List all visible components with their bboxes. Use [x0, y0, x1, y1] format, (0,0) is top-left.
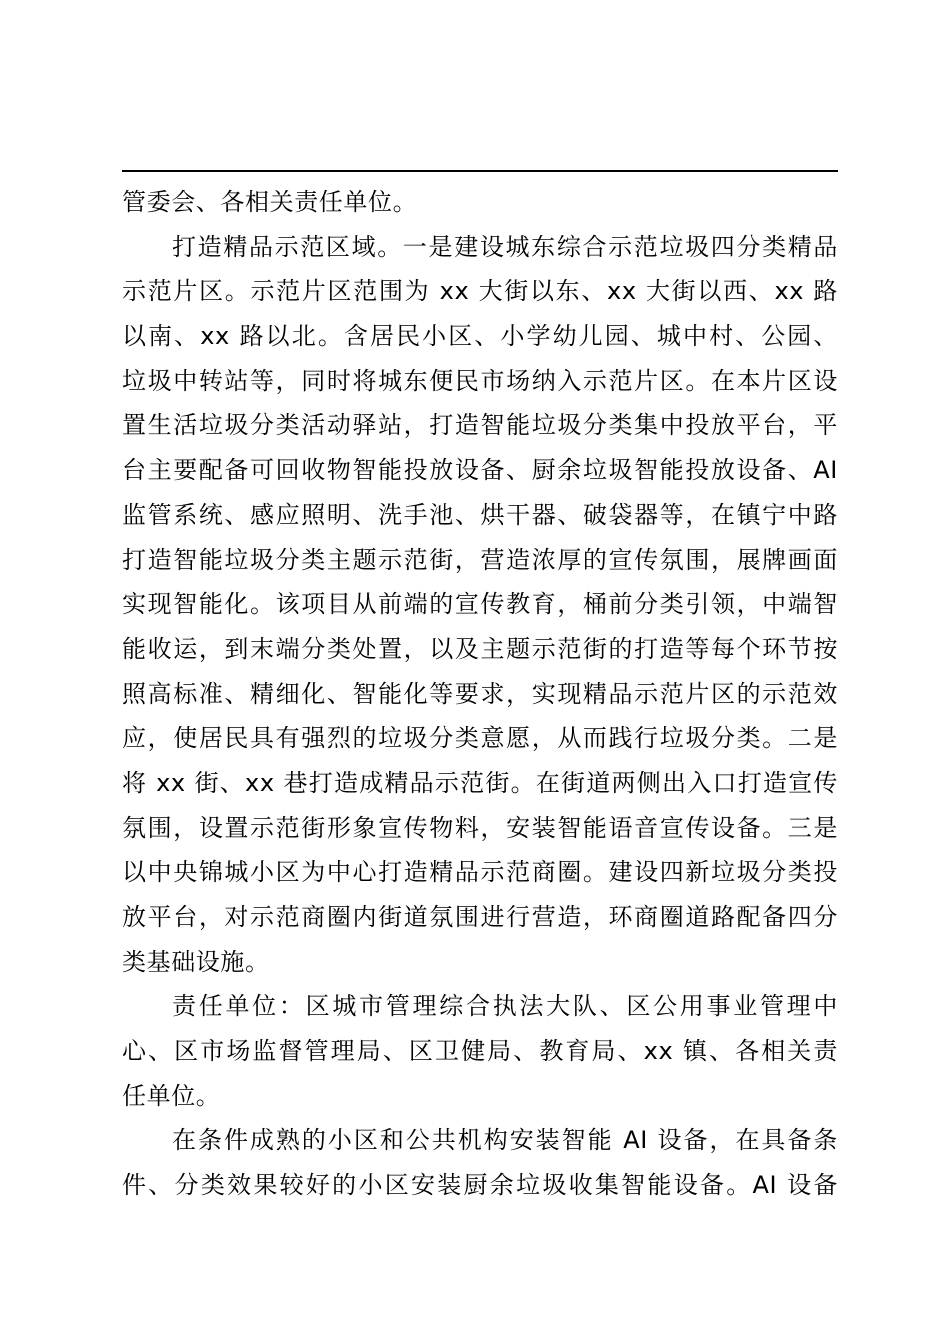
text-line: 管委会、各相关责任单位。	[122, 188, 418, 216]
text-line: 置生活垃圾分类活动驿站，打造智能垃圾分类集中投放平台，平	[122, 411, 838, 440]
text-line: 实现智能化。该项目从前端的宣传教育，桶前分类引领，中端智	[122, 590, 838, 619]
paragraph-first-line: 责任单位：区城市管理综合执法大队、区公用事业管理中	[172, 992, 838, 1021]
text-line: 监管系统、感应照明、洗手池、烘干器、破袋器等，在镇宁中路	[122, 500, 838, 529]
text-line: 以中央锦城小区为中心打造精品示范商圈。建设四新垃圾分类投	[122, 858, 838, 887]
header-rule	[122, 170, 838, 172]
text-line: 示范片区。示范片区范围为 xx 大街以东、xx 大街以西、xx 路	[122, 277, 838, 306]
text-line: 垃圾中转站等，同时将城东便民市场纳入示范片区。在本片区设	[122, 366, 838, 395]
text-line: 类基础设施。	[122, 947, 270, 976]
text-line: 任单位。	[122, 1081, 221, 1110]
text-line: 件、分类效果较好的小区安装厨余垃圾收集智能设备。AI 设备	[122, 1171, 838, 1200]
paragraph-first-line: 打造精品示范区域。一是建设城东综合示范垃圾四分类精品	[172, 232, 838, 261]
text-line: 应，使居民具有强烈的垃圾分类意愿，从而践行垃圾分类。二是	[122, 724, 838, 753]
text-line: 照高标准、精细化、智能化等要求，实现精品示范片区的示范效	[122, 679, 838, 708]
text-line: 心、区市场监督管理局、区卫健局、教育局、xx 镇、各相关责	[122, 1037, 838, 1066]
text-line: 能收运，到末端分类处置，以及主题示范街的打造等每个环节按	[122, 634, 838, 663]
text-line: 打造智能垃圾分类主题示范街，营造浓厚的宣传氛围，展牌画面	[122, 545, 838, 574]
text-line: 以南、xx 路以北。含居民小区、小学幼儿园、城中村、公园、	[122, 322, 838, 351]
text-line: 将 xx 街、xx 巷打造成精品示范街。在街道两侧出入口打造宣传	[122, 768, 838, 797]
text-line: 放平台，对示范商圈内街道氛围进行营造，环商圈道路配备四分	[122, 903, 838, 931]
text-line: 台主要配备可回收物智能投放设备、厨余垃圾智能投放设备、AI	[122, 456, 838, 485]
paragraph-first-line: 在条件成熟的小区和公共机构安装智能 AI 设备，在具备条	[172, 1126, 838, 1155]
body-text	[122, 180, 838, 1208]
text-line: 氛围，设置示范街形象宣传物料，安装智能语音宣传设备。三是	[122, 813, 838, 842]
